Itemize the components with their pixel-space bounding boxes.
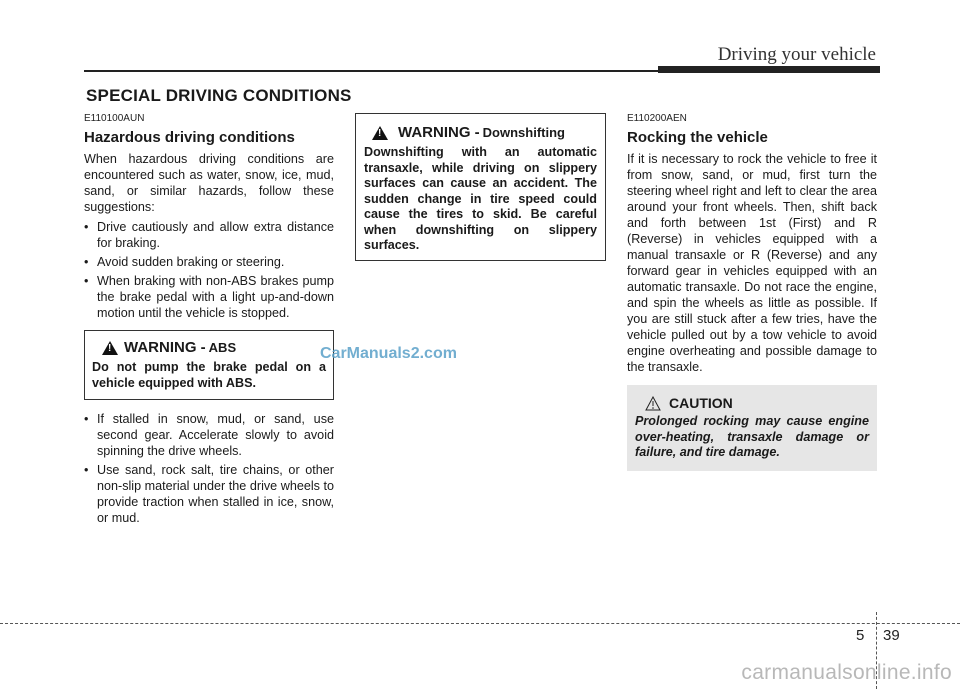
warning-subtitle: Downshifting xyxy=(482,125,565,140)
list-item: • When braking with non-ABS brakes pump the brake pedal with a light up-and-down motion until the vehicle is stopped. xyxy=(84,273,334,321)
header-rule xyxy=(84,70,674,72)
section-title: SPECIAL DRIVING CONDITIONS xyxy=(86,86,352,105)
list-item: • Avoid sudden braking or steering. xyxy=(84,254,334,270)
rocking-paragraph: If it is necessary to rock the vehicle to free it from snow, sand, or mud, first turn the steering wheel right and left to clear the area around your front wheels. Then, shift back and forth between 1st (First) and R (Reverse) in vehicles equipped with a manual transaxle or R (Reverse) and any forward gear in vehicles equipped with an automatic transaxle. Do not race the engine, and spin the wheels as little as possible. If you are still stuck after a few tries, have the vehicle pulled out by a tow vehicle to avoid engine overheating and possible damage to the transaxle. xyxy=(627,152,877,374)
section-code: E110200AEN xyxy=(627,113,687,124)
warning-abs-box xyxy=(84,330,334,400)
caution-title: CAUTION xyxy=(669,395,733,411)
column-right xyxy=(627,113,877,375)
suggestion-list-2 xyxy=(84,411,334,526)
column-left xyxy=(84,113,334,324)
section-heading: Rocking the vehicle xyxy=(627,129,768,146)
chapter-number: 5 xyxy=(856,627,865,644)
warning-body: Downshifting with an automatic transaxle, while driving on slippery surfaces can cause an accident. The sudden change in tire speed could cause the tires to skid. Be careful when downshifting on slippery surfaces. xyxy=(364,145,597,252)
page-number: 39 xyxy=(883,627,900,644)
section-code: E110100AUN xyxy=(84,113,145,124)
warning-body: Do not pump the brake pedal on a vehicle equipped with ABS. xyxy=(92,360,326,390)
footer-divider xyxy=(0,623,960,624)
warning-icon xyxy=(372,126,388,140)
warning-downshifting-header xyxy=(364,124,597,141)
warning-subtitle: ABS xyxy=(208,340,237,355)
warning-abs-header xyxy=(92,339,326,356)
section-heading: Hazardous driving conditions xyxy=(84,129,295,146)
watermark-text: CarManuals2.com xyxy=(320,345,457,362)
warning-title: WARNING - xyxy=(124,339,206,356)
caution-icon xyxy=(645,396,661,411)
list-item: • Drive cautiously and allow extra distance for braking. xyxy=(84,219,334,251)
caution-box xyxy=(627,385,877,471)
site-watermark: carmanualsonline.info xyxy=(741,661,952,684)
suggestion-list xyxy=(84,219,334,321)
column-left-lower xyxy=(84,411,334,529)
header-rule-thick xyxy=(658,66,880,73)
caution-header xyxy=(645,395,869,411)
warning-icon xyxy=(102,341,118,355)
header-title: Driving your vehicle xyxy=(717,44,876,65)
warning-title: WARNING - xyxy=(398,124,480,141)
list-item: • If stalled in snow, mud, or sand, use second gear. Accelerate slowly to avoid spinning the drive wheels. xyxy=(84,411,334,459)
warning-downshifting-box xyxy=(355,113,606,261)
caution-body: Prolonged rocking may cause engine over-heating, transaxle damage or failure, and tire damage. xyxy=(635,414,869,459)
list-item: • Use sand, rock salt, tire chains, or other non-slip material under the drive wheels to provide traction when stalled in ice, snow, or mud. xyxy=(84,462,334,526)
intro-paragraph: When hazardous driving conditions are encountered such as water, snow, ice, mud, sand, or similar hazards, follow these suggestions: xyxy=(84,152,334,214)
